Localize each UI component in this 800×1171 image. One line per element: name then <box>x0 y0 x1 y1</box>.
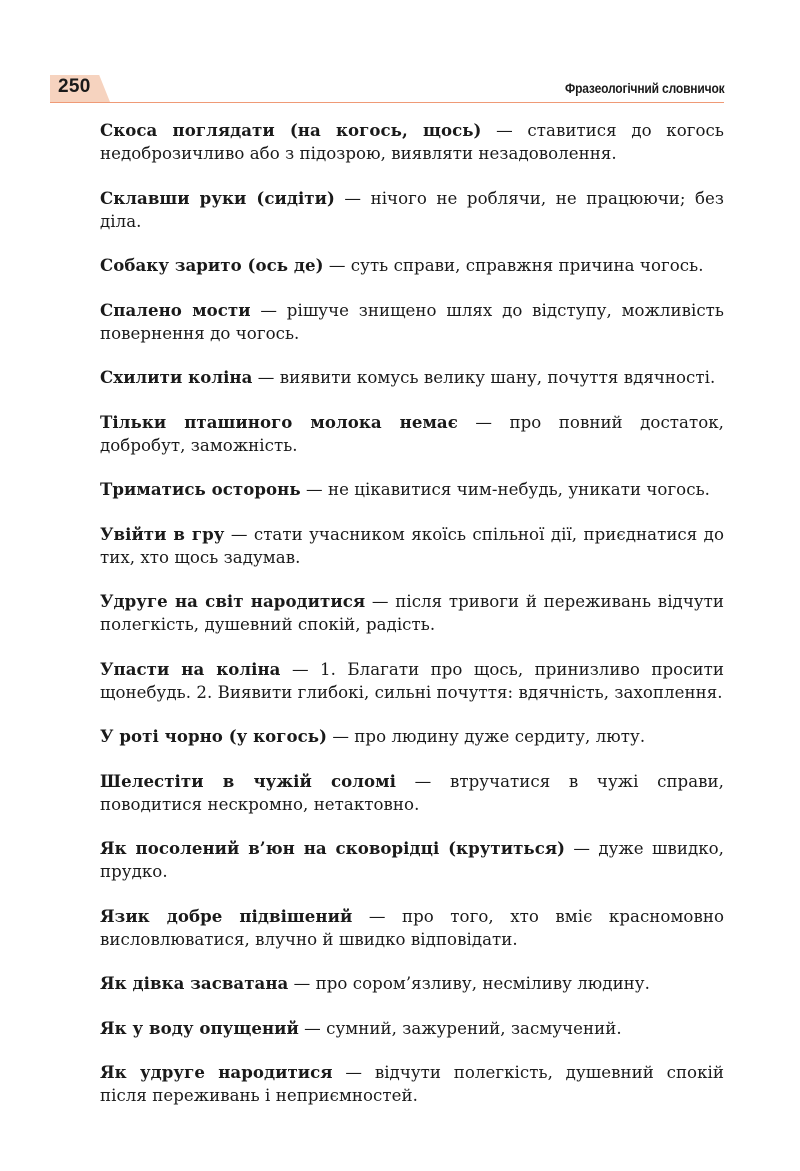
entry-definition: — після тривоги й переживань відчути полегкість, душевний спокій, радість. <box>100 592 725 634</box>
entry-definition: — не цікавитися чим-небудь, уникати чогось. <box>300 480 710 499</box>
entry-definition: — сумний, зажурений, засмучений. <box>298 1018 622 1038</box>
dictionary-entry <box>100 478 724 501</box>
entry-term: Удруге на світ народитися <box>100 591 366 611</box>
dictionary-entry <box>100 523 724 569</box>
entry-definition: — стати учасником якоїсь спільної дії, приєднатися до тих, хто щось задумав. <box>100 524 724 567</box>
dictionary-entry <box>100 411 724 457</box>
dictionary-entry <box>100 725 724 748</box>
entry-definition: — про сором’язливу, несміливу людину. <box>288 974 650 993</box>
entry-term: Триматись осторонь <box>100 479 301 499</box>
dictionary-entry <box>100 1017 724 1040</box>
entry-term: Як дівка засватана <box>100 973 289 993</box>
page-number: 250 <box>58 76 91 97</box>
dictionary-entry <box>100 658 724 704</box>
entry-definition: — про людину дуже сердиту, люту. <box>327 727 646 746</box>
dictionary-entries <box>100 119 724 1129</box>
dictionary-entry <box>100 299 724 345</box>
dictionary-entry <box>100 366 724 389</box>
entry-term: Як удруге народитися <box>100 1062 333 1082</box>
running-head: Фразеологічний словничок <box>564 80 724 96</box>
entry-term: У роті чорно (у когось) <box>100 726 327 746</box>
entry-definition: — про того, хто вміє красномовно висловлюватися, влучно й швидко відповідати. <box>100 906 724 949</box>
entry-term: Скоса поглядати (на когось, щось) <box>100 120 482 140</box>
entry-definition: — суть справи, справжня причина чогось. <box>323 256 704 275</box>
entry-term: Собаку зарито (ось де) <box>100 255 324 275</box>
dictionary-entry <box>100 1061 724 1107</box>
entry-term: Схилити коліна <box>100 367 253 387</box>
entry-term: Як у воду опущений <box>100 1017 299 1038</box>
entry-term: Упасти на коліна <box>100 658 281 679</box>
dictionary-entry <box>100 254 724 277</box>
dictionary-entry <box>100 972 724 995</box>
dictionary-entry <box>100 119 724 165</box>
header-rule <box>50 102 724 103</box>
entry-definition: — дуже швидко, прудко. <box>100 839 724 881</box>
entry-definition: — про повний достаток, добробут, заможність. <box>100 412 724 455</box>
page-header <box>0 0 800 110</box>
dictionary-entry <box>100 905 724 951</box>
entry-definition: — відчути полегкість, душевний спокій після переживань і неприємностей. <box>100 1063 724 1105</box>
entry-term: Тільки пташиного молока немає <box>100 411 458 432</box>
entry-definition: — нічого не роблячи, не працюючи; без діла. <box>100 188 725 231</box>
entry-term: Як посолений в’юн на сковорідці (крутиться) <box>100 838 566 858</box>
entry-term: Спалено мости <box>100 299 251 320</box>
entry-definition: — виявити комусь велику шану, почуття вдячності. <box>252 368 716 387</box>
entry-definition: — рішуче знищено шлях до відступу, можливість повернення до чогось. <box>100 300 724 343</box>
entry-term: Склавши руки (сидіти) <box>100 187 335 208</box>
entry-term: Язик добре підвішений <box>100 905 353 926</box>
dictionary-entry <box>100 770 724 816</box>
entry-definition: — ставитися до когось недоброзичливо або з підозрою, виявляти незадоволення. <box>100 121 724 163</box>
dictionary-entry <box>100 187 724 233</box>
entry-definition: — 1. Благати про щось, принизливо просити щонебудь. 2. Виявити глибокі, сильні почуття: вдячність, захоплення. <box>100 659 724 702</box>
entry-term: Шелестіти в чужій соломі <box>100 770 396 791</box>
dictionary-entry <box>100 590 724 636</box>
dictionary-entry <box>100 837 724 883</box>
entry-definition: — втручатися в чужі справи, поводитися нескромно, нетактовно. <box>100 771 724 814</box>
entry-term: Увійти в гру <box>100 523 225 544</box>
